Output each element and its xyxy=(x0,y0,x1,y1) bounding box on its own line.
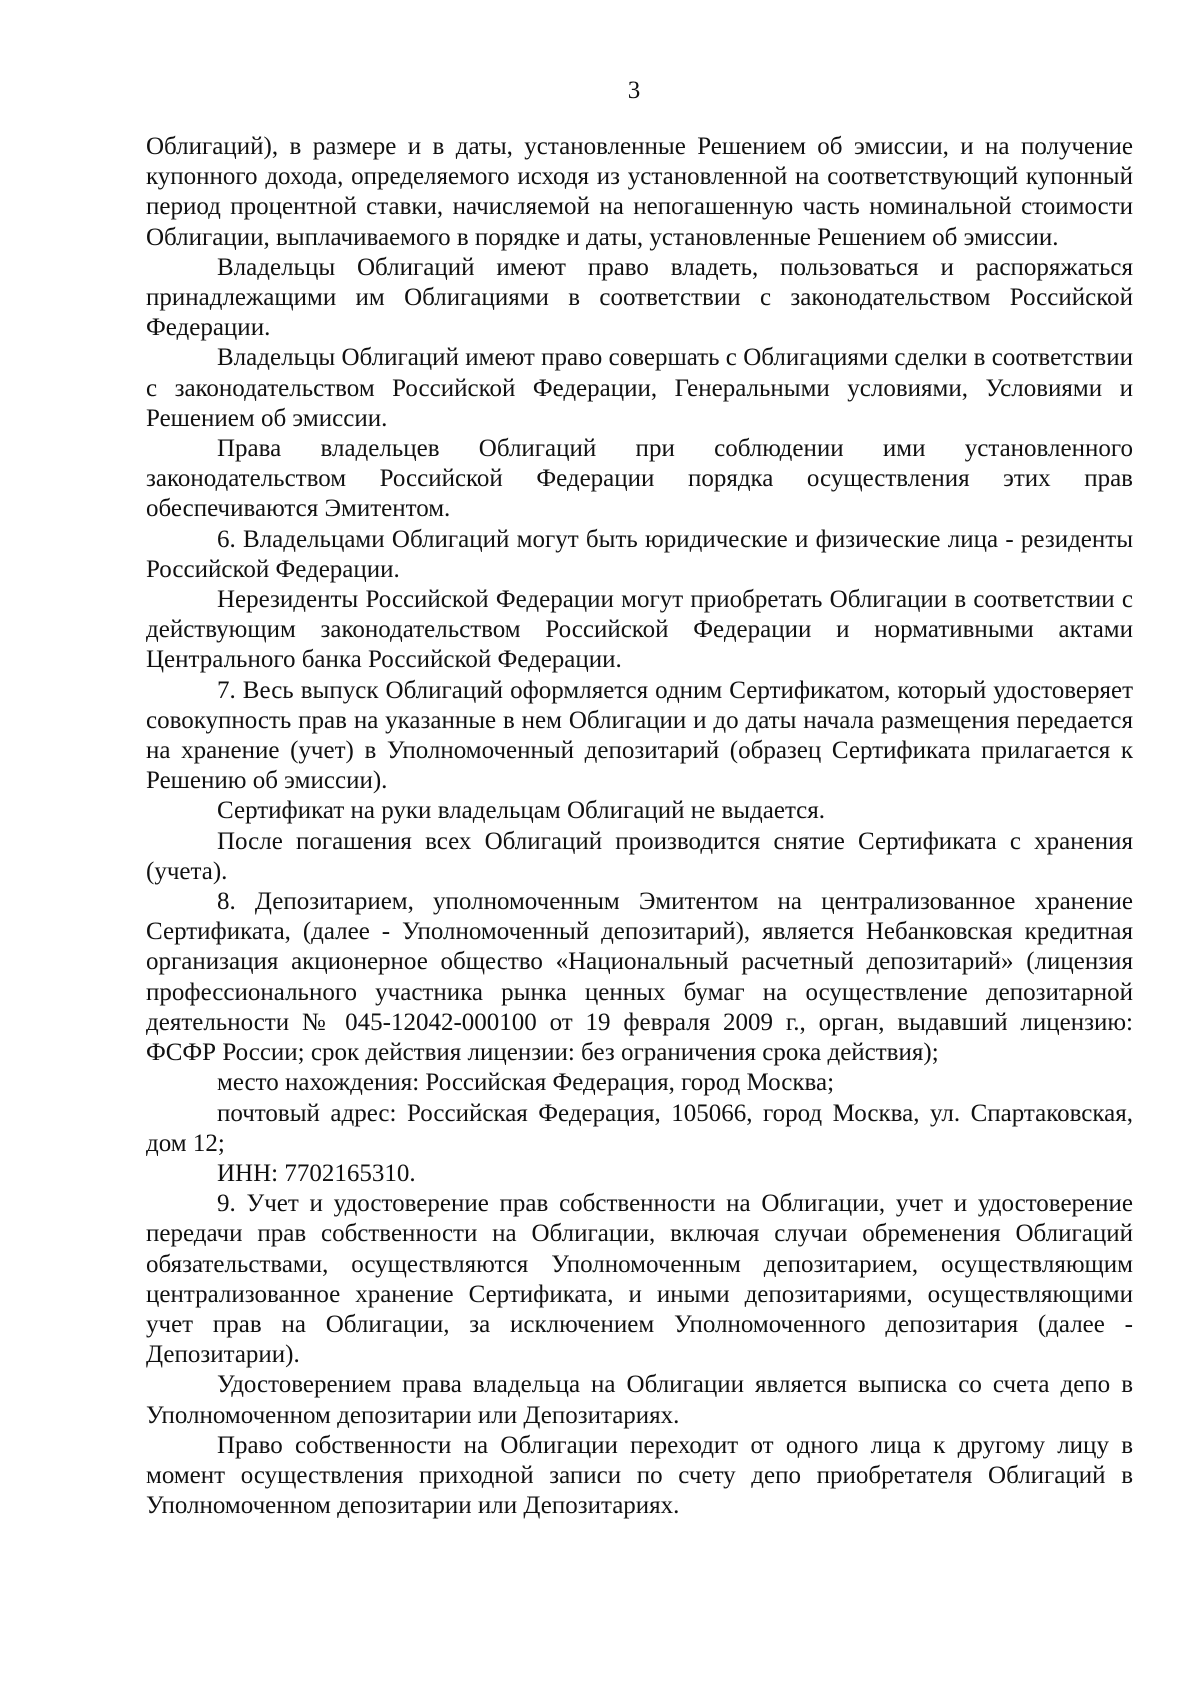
paragraph-inn: ИНН: 7702165310. xyxy=(217,1159,416,1187)
paragraph-continuation: Облигаций), в размере и в даты, установленные Решением об эмиссии, и на получение купонного дохода, определяемого исходя из установленной на соответствующий купонный период процентной ставки, начисляемой на непогашенную часть номинальной стоимости Облигации, выплачиваемого в порядке и даты, установленные Решением об эмиссии. xyxy=(146,133,1133,251)
paragraph-item-7: 7. Весь выпуск Облигаций оформляется одним Сертификатом, который удостоверяет совокупность прав на указанные в нем Облигации и до даты начала размещения передается на хранение (учет) в Уполномоченный депозитарий (образец Сертификата прилагается к Решению об эмиссии). xyxy=(146,676,1133,795)
document-body xyxy=(146,132,1133,1521)
paragraph-owners-rights: Владельцы Облигаций имеют право владеть, пользоваться и распоряжаться принадлежащими им Облигациями в соответствии с законодательством Российской Федерации. xyxy=(146,253,1133,342)
page-number: 3 xyxy=(627,77,641,104)
paragraph-item-8: 8. Депозитарием, уполномоченным Эмитентом на централизованное хранение Сертификата, (далее - Уполномоченный депозитарий), является Небанковская кредитная организация акционерное общество «Национальный расчетный депозитарий» (лицензия профессионального участника рынка ценных бумаг на осуществление депозитарной деятельности № 045-12042-000100 от 19 февраля 2009 г., орган, выдавший лицензию: ФСФР России; срок действия лицензии: без ограничения срока действия); xyxy=(146,888,1133,1067)
paragraph-rights-ensured: Права владельцев Облигаций при соблюдении ими установленного законодательством Российской Федерации порядка осуществления этих прав обеспечиваются Эмитентом. xyxy=(146,435,1133,523)
paragraph-item-6: 6. Владельцами Облигаций могут быть юридические и физические лица - резиденты Российской Федерации. xyxy=(146,525,1133,583)
paragraph-owners-transactions: Владельцы Облигаций имеют право совершать с Облигациями сделки в соответствии с законодательством Российской Федерации, Генеральными условиями, Условиями и Решением об эмиссии. xyxy=(146,344,1133,432)
paragraph-item-9: 9. Учет и удостоверение прав собственности на Облигации, учет и удостоверение передачи прав собственности на Облигации, включая случаи обременения Облигаций обязательствами, осуществляются Уполномоченным депозитарием, осуществляющим централизованное хранение Сертификата, и иными депозитариями, осуществляющими учет прав на Облигации, за исключением Уполномоченного депозитария (далее - Депозитарии). xyxy=(146,1190,1133,1369)
paragraph-certificate-not-issued: Сертификат на руки владельцам Облигаций не выдается. xyxy=(217,797,826,825)
paragraph-certificate-removal: После погашения всех Облигаций производится снятие Сертификата с хранения (учета). xyxy=(146,827,1133,885)
paragraph-postal-address: почтовый адрес: Российская Федерация, 105066, город Москва, ул. Спартаковская, дом 12; xyxy=(146,1099,1133,1157)
paragraph-ownership-transfer: Право собственности на Облигации переходит от одного лица к другому лицу в момент осуществления приходной записи по счету депо приобретателя Облигаций в Уполномоченном депозитарии или Депозитариях. xyxy=(146,1431,1133,1520)
paragraph-certification: Удостоверением права владельца на Облигации является выписка со счета депо в Уполномоченном депозитарии или Депозитариях. xyxy=(146,1371,1133,1429)
paragraph-location: место нахождения: Российская Федерация, город Москва; xyxy=(217,1069,835,1097)
paragraph-nonresidents: Нерезиденты Российской Федерации могут приобретать Облигации в соответствии с действующим законодательством Российской Федерации и нормативными актами Центрального банка Российской Федерации. xyxy=(146,586,1133,674)
